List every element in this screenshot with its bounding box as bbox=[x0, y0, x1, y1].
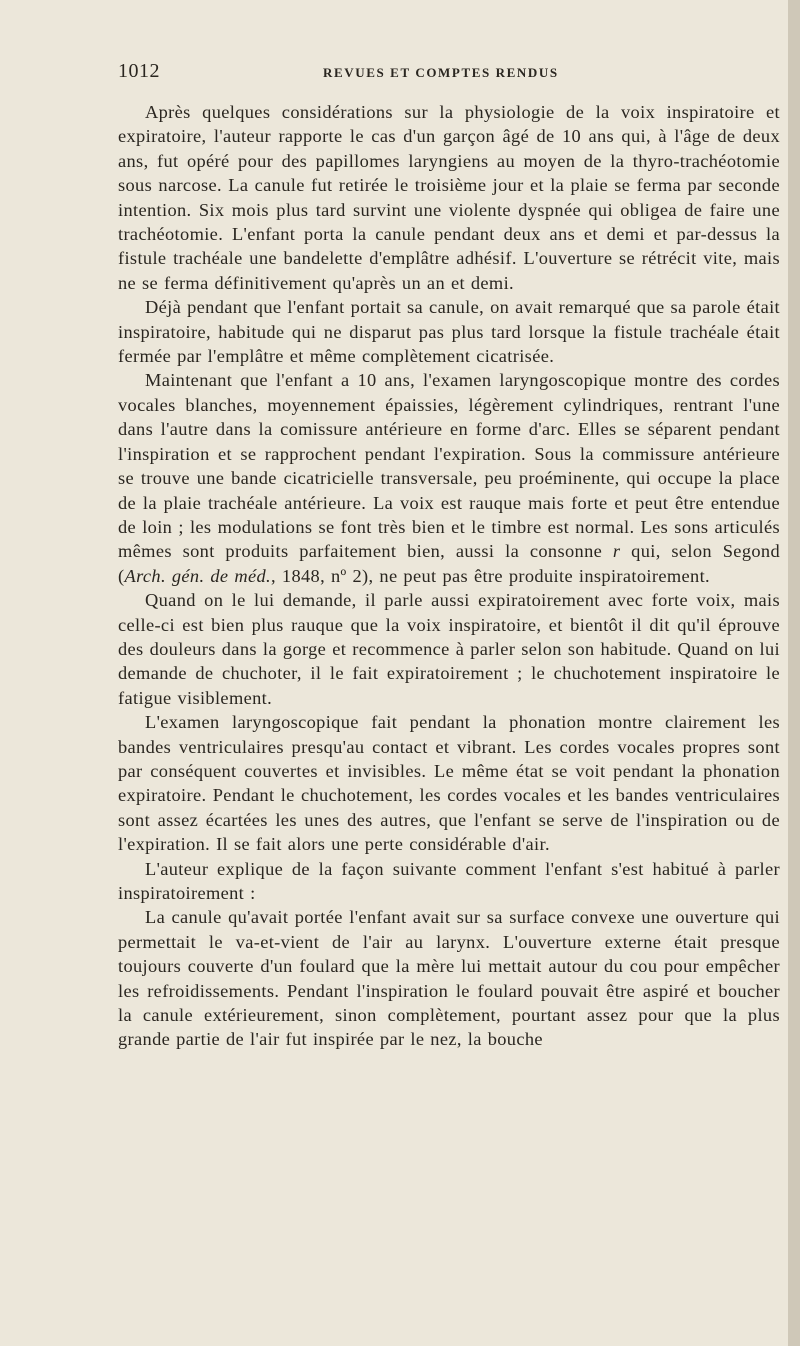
paragraph-5: L'examen laryngoscopique fait pendant la phonation montre clairement les bandes ventriculaires presqu'au contact et vibrant. Les cordes vocales propres sont par conséquent couvertes et invisibles. Le même état se voit pendant la phonation expiratoire. Pendant le chuchotement, les cordes vocales et les bandes ventriculaires sont assez écartées les unes des autres, que l'enfant se serve de l'inspiration ou de l'expiration. Il se fait alors une perte considérable d'air. bbox=[118, 712, 780, 855]
paragraph-7: La canule qu'avait portée l'enfant avait sur sa surface convexe une ouverture qui permettait le va-et-vient de l'air au larynx. L'ouverture externe était presque toujours couverte d'un foulard que la mère lui mettait autour du cou pour empêcher les refroidissements. Pendant l'inspiration le foulard pouvait être aspiré et boucher la canule extérieurement, sinon complètement, pourtant assez pour que la plus grande partie de l'air fut inspirée par le nez, la bouche bbox=[118, 907, 780, 1050]
paragraph-6: L'auteur explique de la façon suivante comment l'enfant s'est habitué à parler inspiratoirement : bbox=[118, 858, 780, 903]
paragraph-3-text-b: qui, selon Segond ( bbox=[118, 541, 780, 586]
paragraph-1: Après quelques considérations sur la physiologie de la voix inspiratoire et expiratoire, l'auteur rapporte le cas d'un garçon âgé de 10 ans qui, à l'âge de deux ans, fut opéré pour des papillomes laryngiens au moyen de la thyro-trachéotomie sous narcose. La canule fut retirée le troisième jour et la plaie se ferma par seconde intention. Six mois plus tard survint une violente dyspnée qui obligea de faire une trachéotomie. L'enfant porta la canule pendant deux ans et demi et par-dessus la fistule trachéale une bandelette d'emplâtre adhésif. L'ouverture se rétrécit vite, mais ne se ferma définitivement qu'après un an et demi. bbox=[118, 102, 780, 293]
running-title: REVUES ET COMPTES RENDUS bbox=[323, 65, 559, 80]
paragraph-3-text-c: , 1848, nº 2), ne peut pas être produite inspiratoirement. bbox=[271, 565, 710, 586]
italic-letter-r: r bbox=[612, 541, 621, 562]
citation-journal: Arch. gén. de méd. bbox=[124, 565, 271, 586]
article-body bbox=[118, 100, 780, 1052]
page-edge-shadow bbox=[788, 0, 800, 1346]
paragraph-2: Déjà pendant que l'enfant portait sa canule, on avait remarqué que sa parole était inspiratoire, habitude qui ne disparut pas plus tard lorsque la fistule trachéale était fermée par l'emplâtre et même complètement cicatrisée. bbox=[118, 297, 780, 367]
page-number: 1012 bbox=[118, 60, 160, 82]
paragraph-3 bbox=[118, 368, 780, 588]
paragraph-4: Quand on le lui demande, il parle aussi expiratoirement avec forte voix, mais celle-ci est bien plus rauque que la voix inspiratoire, et bientôt il dit qu'il éprouve des douleurs dans la gorge et recommence à parler selon son habitude. Quand on lui demande de chuchoter, il le fait expiratoirement ; le chuchotement inspiratoire le fatigue visiblement. bbox=[118, 590, 780, 708]
running-head bbox=[118, 60, 778, 90]
paragraph-3-text-a: Maintenant que l'enfant a 10 ans, l'examen laryngoscopique montre des cordes vocales blanches, moyennement épaissies, légèrement cylindriques, rentrant l'une dans l'autre dans la comissure antérieure en forme d'arc. Elles se séparent pendant l'inspiration et se rapprochent pendant l'expiration. Sous la commissure antérieure se trouve une bande cicatricielle transversale, peu proéminente, qui occupe la place de la plaie trachéale antérieure. La voix est rauque mais forte et peut être entendue de loin ; les modulations se font très bien et le timbre est normal. Les sons articulés mêmes sont produits parfaitement bien, aussi la consonne bbox=[118, 370, 780, 562]
